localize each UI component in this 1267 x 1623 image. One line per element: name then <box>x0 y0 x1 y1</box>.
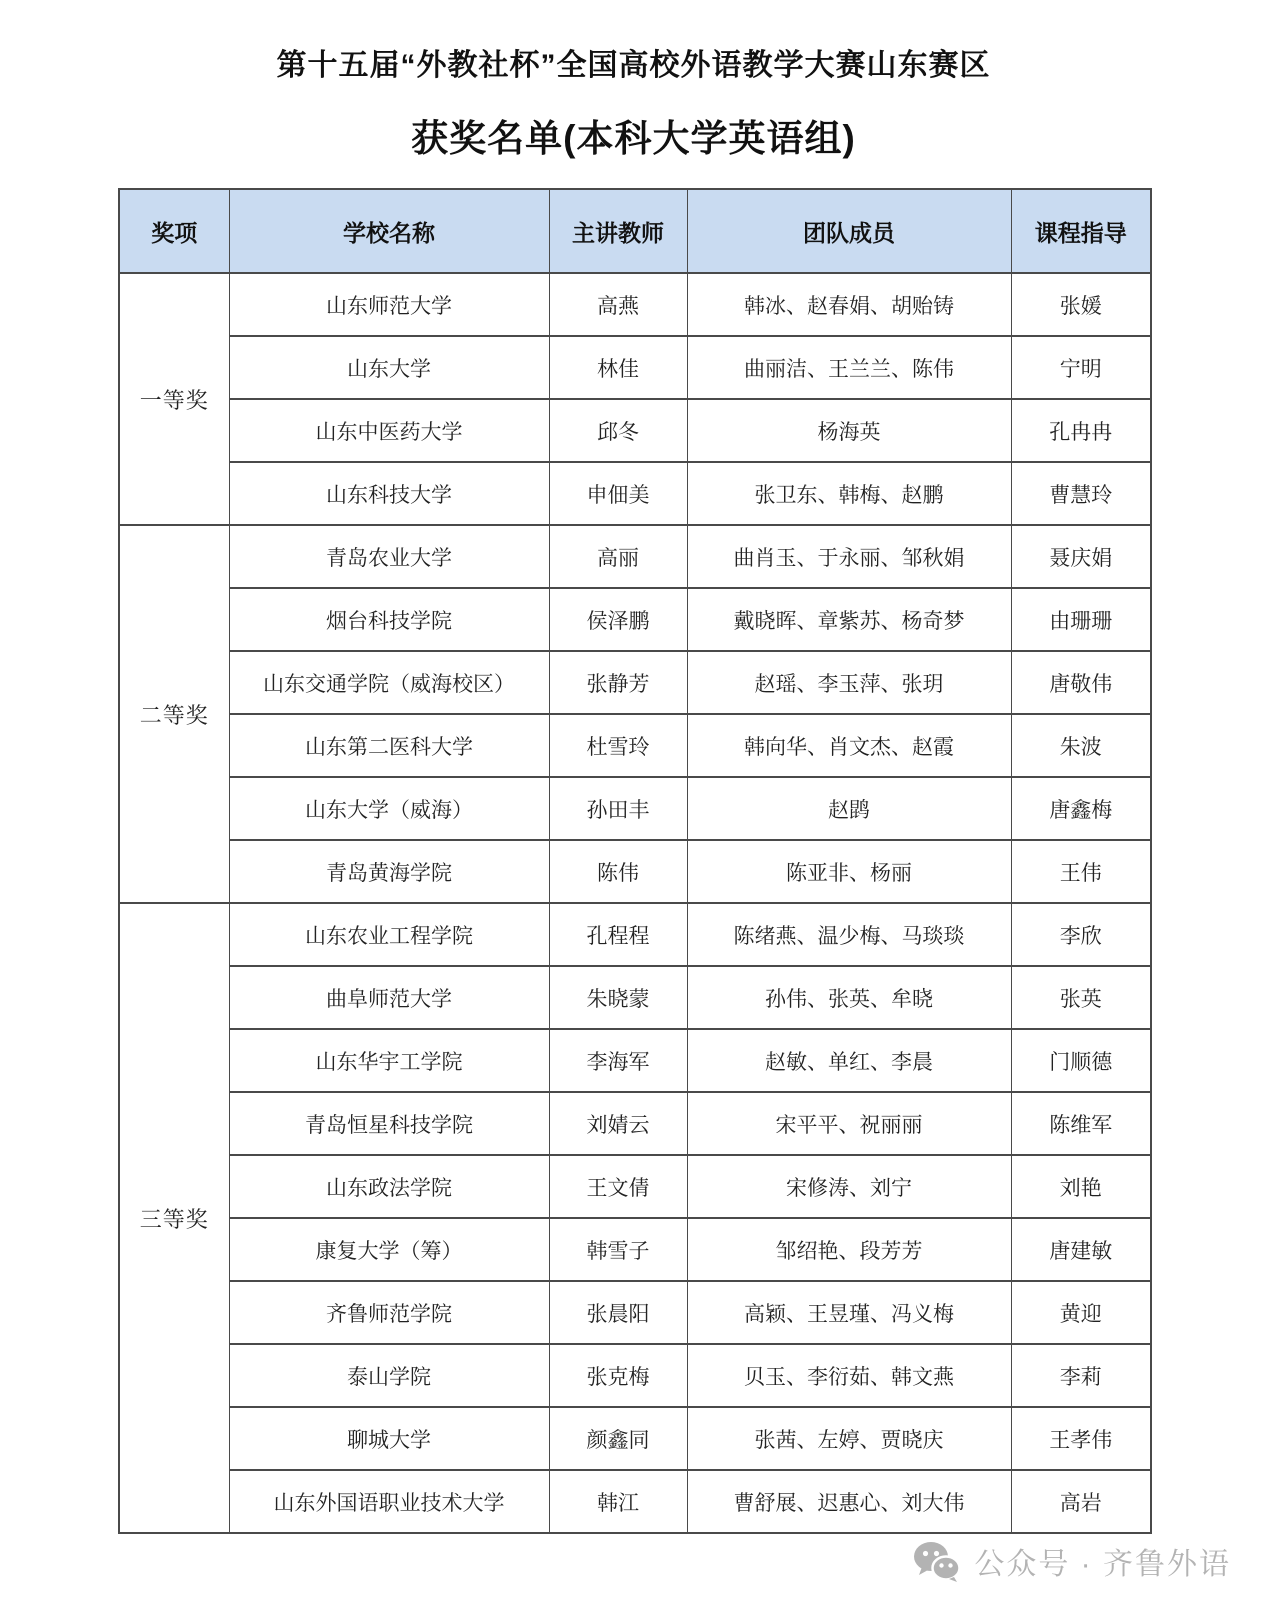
school-name: 山东交通学院（威海校区） <box>229 651 549 714</box>
table-row <box>119 462 1151 525</box>
course-advisor: 曹慧玲 <box>1011 462 1151 525</box>
school-name: 山东科技大学 <box>229 462 549 525</box>
school-name: 聊城大学 <box>229 1407 549 1470</box>
team-members: 韩向华、肖文杰、赵霞 <box>687 714 1011 777</box>
school-name: 山东大学（威海） <box>229 777 549 840</box>
course-advisor: 唐敬伟 <box>1011 651 1151 714</box>
course-advisor: 孔冉冉 <box>1011 399 1151 462</box>
table-row <box>119 777 1151 840</box>
lead-teacher: 陈伟 <box>549 840 687 903</box>
team-members: 陈绪燕、温少梅、马琰琰 <box>687 903 1011 966</box>
lead-teacher: 张静芳 <box>549 651 687 714</box>
course-advisor: 唐建敏 <box>1011 1218 1151 1281</box>
team-members: 贝玉、李衍茹、韩文燕 <box>687 1344 1011 1407</box>
team-members: 赵瑶、李玉萍、张玥 <box>687 651 1011 714</box>
school-name: 烟台科技学院 <box>229 588 549 651</box>
column-header-0: 奖项 <box>119 189 229 273</box>
lead-teacher: 高燕 <box>549 273 687 336</box>
course-advisor: 刘艳 <box>1011 1155 1151 1218</box>
course-advisor: 聂庆娟 <box>1011 525 1151 588</box>
course-advisor: 陈维军 <box>1011 1092 1151 1155</box>
column-header-3: 团队成员 <box>687 189 1011 273</box>
lead-teacher: 王文倩 <box>549 1155 687 1218</box>
lead-teacher: 林佳 <box>549 336 687 399</box>
team-members: 张茜、左婷、贾晓庆 <box>687 1407 1011 1470</box>
team-members: 张卫东、韩梅、赵鹏 <box>687 462 1011 525</box>
award-table <box>118 188 1152 1534</box>
school-name: 山东农业工程学院 <box>229 903 549 966</box>
page-title: 第十五届“外教社杯”全国高校外语教学大赛山东赛区 <box>276 49 991 82</box>
table-row <box>119 840 1151 903</box>
table-row <box>119 1218 1151 1281</box>
table-row <box>119 651 1151 714</box>
lead-teacher: 邱冬 <box>549 399 687 462</box>
lead-teacher: 张克梅 <box>549 1344 687 1407</box>
column-header-4: 课程指导 <box>1011 189 1151 273</box>
column-header-1: 学校名称 <box>229 189 549 273</box>
course-advisor: 高岩 <box>1011 1470 1151 1533</box>
table-row <box>119 1470 1151 1533</box>
wechat-icon <box>912 1540 960 1582</box>
course-advisor: 王孝伟 <box>1011 1407 1151 1470</box>
table-row <box>119 966 1151 1029</box>
school-name: 山东第二医科大学 <box>229 714 549 777</box>
award-group-label: 三等奖 <box>119 903 229 1533</box>
lead-teacher: 朱晓蒙 <box>549 966 687 1029</box>
team-members: 赵鹍 <box>687 777 1011 840</box>
school-name: 康复大学（筹） <box>229 1218 549 1281</box>
team-members: 曲肖玉、于永丽、邹秋娟 <box>687 525 1011 588</box>
table-row <box>119 1344 1151 1407</box>
table-row <box>119 525 1151 588</box>
award-group-label: 一等奖 <box>119 273 229 525</box>
table-row <box>119 1155 1151 1218</box>
team-members: 宋修涛、刘宁 <box>687 1155 1011 1218</box>
team-members: 曹舒展、迟惠心、刘大伟 <box>687 1470 1011 1533</box>
team-members: 高颖、王昱瑾、冯义梅 <box>687 1281 1011 1344</box>
table-row <box>119 273 1151 336</box>
lead-teacher: 颜鑫同 <box>549 1407 687 1470</box>
table-row <box>119 714 1151 777</box>
course-advisor: 门顺德 <box>1011 1029 1151 1092</box>
team-members: 韩冰、赵春娟、胡贻铸 <box>687 273 1011 336</box>
team-members: 赵敏、单红、李晨 <box>687 1029 1011 1092</box>
team-members: 邹绍艳、段芳芳 <box>687 1218 1011 1281</box>
table-row <box>119 1092 1151 1155</box>
table-row <box>119 336 1151 399</box>
school-name: 山东中医药大学 <box>229 399 549 462</box>
column-header-2: 主讲教师 <box>549 189 687 273</box>
school-name: 青岛黄海学院 <box>229 840 549 903</box>
school-name: 山东外国语职业技术大学 <box>229 1470 549 1533</box>
page-subtitle: 获奖名单(本科大学英语组) <box>411 118 856 159</box>
table-row <box>119 1407 1151 1470</box>
school-name: 山东大学 <box>229 336 549 399</box>
team-members: 曲丽洁、王兰兰、陈伟 <box>687 336 1011 399</box>
school-name: 齐鲁师范学院 <box>229 1281 549 1344</box>
lead-teacher: 李海军 <box>549 1029 687 1092</box>
course-advisor: 张英 <box>1011 966 1151 1029</box>
course-advisor: 宁明 <box>1011 336 1151 399</box>
course-advisor: 由珊珊 <box>1011 588 1151 651</box>
lead-teacher: 韩江 <box>549 1470 687 1533</box>
lead-teacher: 孙田丰 <box>549 777 687 840</box>
lead-teacher: 申佃美 <box>549 462 687 525</box>
table-row <box>119 1281 1151 1344</box>
school-name: 山东师范大学 <box>229 273 549 336</box>
lead-teacher: 孔程程 <box>549 903 687 966</box>
lead-teacher: 韩雪子 <box>549 1218 687 1281</box>
course-advisor: 李欣 <box>1011 903 1151 966</box>
team-members: 戴晓晖、章紫苏、杨奇梦 <box>687 588 1011 651</box>
table-row <box>119 399 1151 462</box>
school-name: 山东华宇工学院 <box>229 1029 549 1092</box>
table-row <box>119 588 1151 651</box>
table-header-row <box>119 189 1151 273</box>
table-row <box>119 1029 1151 1092</box>
team-members: 杨海英 <box>687 399 1011 462</box>
team-members: 宋平平、祝丽丽 <box>687 1092 1011 1155</box>
course-advisor: 唐鑫梅 <box>1011 777 1151 840</box>
course-advisor: 张媛 <box>1011 273 1151 336</box>
school-name: 曲阜师范大学 <box>229 966 549 1029</box>
course-advisor: 王伟 <box>1011 840 1151 903</box>
lead-teacher: 杜雪玲 <box>549 714 687 777</box>
team-members: 孙伟、张英、牟晓 <box>687 966 1011 1029</box>
course-advisor: 黄迎 <box>1011 1281 1151 1344</box>
school-name: 山东政法学院 <box>229 1155 549 1218</box>
school-name: 青岛恒星科技学院 <box>229 1092 549 1155</box>
award-group-label: 二等奖 <box>119 525 229 903</box>
school-name: 青岛农业大学 <box>229 525 549 588</box>
lead-teacher: 侯泽鹏 <box>549 588 687 651</box>
course-advisor: 朱波 <box>1011 714 1151 777</box>
lead-teacher: 高丽 <box>549 525 687 588</box>
watermark-text: 公众号 · 齐鲁外语 <box>974 1548 1231 1581</box>
table-row <box>119 903 1151 966</box>
school-name: 泰山学院 <box>229 1344 549 1407</box>
lead-teacher: 张晨阳 <box>549 1281 687 1344</box>
course-advisor: 李莉 <box>1011 1344 1151 1407</box>
lead-teacher: 刘婧云 <box>549 1092 687 1155</box>
watermark <box>912 1539 1231 1583</box>
team-members: 陈亚非、杨丽 <box>687 840 1011 903</box>
